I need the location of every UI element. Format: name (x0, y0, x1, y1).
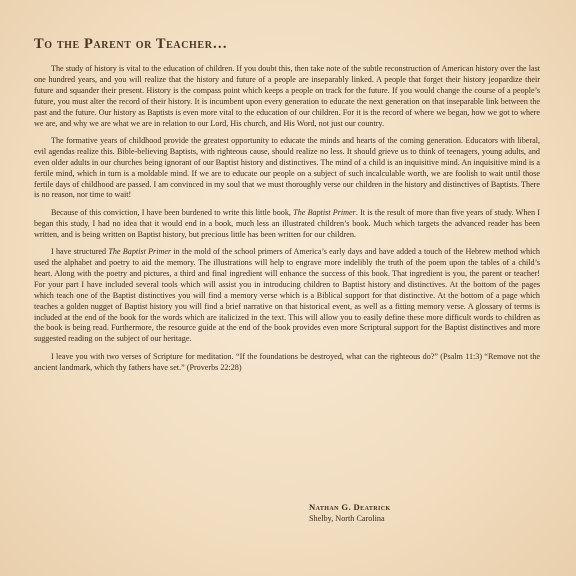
paragraph-5: I leave you with two verses of Scripture for meditation. “If the foundations be destroyed, what can the righteous do?” (Psalm 11:3) “Remove not the ancient landmark, which thy fathers have set.” (Proverbs 22:28) (34, 351, 540, 372)
paragraph-4 (34, 247, 540, 345)
paragraph-3-text-start: Because of this conviction, I have been burdened to write this little book, (51, 207, 294, 217)
page-heading: To the Parent or Teacher… (34, 36, 228, 52)
paragraph-2: The formative years of childhood provide the greatest opportunity to educate the minds and hearts of the coming generation. Educators with liberal, evil agendas realize this. Bible-believing Baptists, with righteous cause, should realize no less. It should grieve us to think of teenagers, young adults, and even older adults in our churches being ignorant of our Baptist history and distinctives. The mind of a child is an inquisitive mind. An inquisitive mind is a fertile mind, which in turn is a moldable mind. If we are to educate our people on a subject of such incalculable worth, we are foolish to wait until those fertile days of childhood are passed. I am convinced in my soul that we must thoroughly verse our children in the history and distinctives of Baptists. There is no reason, nor time to wait! (34, 135, 540, 200)
paragraph-1: The study of history is vital to the education of children. If you doubt this, then take note of the subtle reconstruction of American history over the last one hundred years, and you will realize that the history and future of a people are inseparably linked. A people that forget their history jeopardize their future and squander their present. History is the compass point which keeps a people on track for the future. If you would change the course of a people’s future, you must alter the record of their history. It is incumbent upon every generation to educate the next generation on that inseparable link between the past and the future. Our history as Baptists is even more vital to the education of our children. For it is the record of where we began, how we got to where we are, and why we are what we are in relation to our Lord, His church, and His Word, not just our country. (34, 64, 540, 128)
paragraph-4-text-end: in the mold of the school primers of America’s early days and have added a touch of the Hebrew method which used the alphabet and poetry to aid the memory. The illustrations will help to engrave more indelibly the truth of the poem upon the tables of a child’s heart. Along with the poetry and pictures, a third and final ingredient will enhance the success of this book. That ingredient is you, the parent or teacher! For your part I have included several tools which will assist you in introducing children to Baptist history and distinctives. At the bottom of the pages which teach one of the Baptist distinctives you will find a memory verse which is a Biblical support for that distinctive. At the bottom of a page which teaches a golden nugget of Baptist history you will find a brief narrative on that historical event, as well as a fitting memory verse. A glossary of terms is included at the end of the book for the words which are italicized in the text. This will allow you to easily define these more difficult words to children as the book is being read. Furthermore, the resource guide at the end of the book provides even more Scriptural support for the Baptist distinctives and more suggested reading on the subject of our heritage. (34, 247, 540, 344)
paragraph-3-text-end: . It is the result of more than five years of study. When I began this study, I had no idea that it would end in a book, much less an illustrated children’s book. Much which targets the advanced reader has been written, and is being written on Baptist history, but precious little has been written for our children. (34, 207, 541, 239)
author-name: Nathan G. Deatrick (309, 502, 391, 512)
book-title: The Baptist Primer (108, 247, 172, 257)
paragraph-4-text-start: I have structured (51, 247, 109, 257)
signature-block (309, 502, 391, 524)
paragraph-3 (34, 208, 540, 241)
book-title: The Baptist Primer (293, 207, 356, 217)
letter-page (34, 36, 540, 380)
author-location: Shelby, North Carolina (309, 514, 385, 523)
